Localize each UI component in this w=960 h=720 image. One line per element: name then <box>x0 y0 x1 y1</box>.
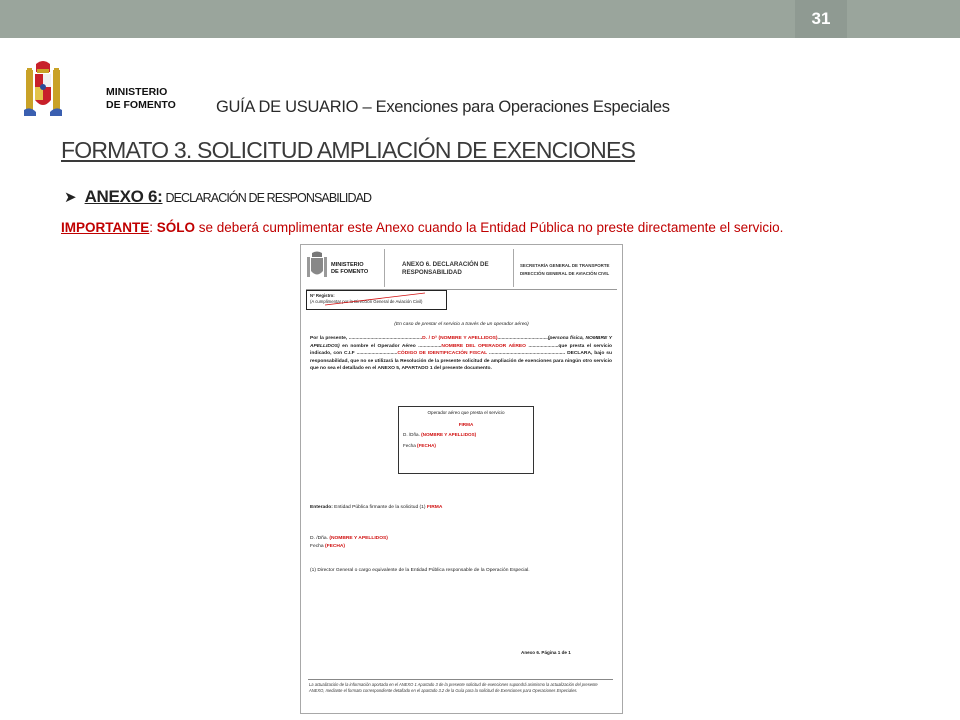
guide-title: GUÍA DE USUARIO – Exenciones para Operaciones Especiales <box>216 98 670 116</box>
box-firma: FIRMA <box>458 421 474 427</box>
entity-signature: D. /Dña. (NOMBRE Y APELLIDOS) Fecha (FECHA) <box>310 536 388 549</box>
annex-heading <box>64 187 371 207</box>
annex-document <box>300 244 623 714</box>
important-label: IMPORTANTE <box>61 220 150 235</box>
page-number: 31 <box>795 0 847 38</box>
footnote: (1) Director General o cargo equivalente de la Entidad Pública responsable de la Operación Especial. <box>310 568 530 573</box>
coat-of-arms-logo <box>24 60 104 124</box>
important-colon: : <box>149 220 157 235</box>
page-label: Anexo 6. Página 1 de 1 <box>521 650 571 655</box>
registry-label: Nº Registro: <box>310 293 335 298</box>
header-divider <box>384 249 385 287</box>
enterado-line: Enterado: Entidad Pública firmante de la solicitud (1) FIRMA <box>310 505 443 510</box>
header-divider <box>513 249 514 287</box>
box-name: D. /Dña. (NOMBRE Y APELLIDOS) <box>403 432 477 438</box>
document-header <box>306 249 617 290</box>
important-text: se deberá cumplimentar este Anexo cuando la Entidad Pública no preste directamente el servicio. <box>195 220 784 235</box>
box-title: Operador aéreo que presta el servicio <box>427 410 505 415</box>
coat-of-arms-small-icon <box>306 251 328 281</box>
important-solo: SÓLO <box>156 220 196 235</box>
annex-subtitle: DECLARACIÓN DE RESPONSABILIDAD <box>165 191 372 205</box>
operator-signature-box <box>398 406 534 474</box>
ministry-name: MINISTERIO DE FOMENTO <box>106 86 176 111</box>
footer-text: La actualización de la información aportada en el ANEXO 1 Apartado 3 de la presente solicitud de exenciones supondrá asimismo la actualización del presente ANEXO, mediante el formato correspondiente detallado en el apartado 3.2 de la Guía para la solicitud de Exenciones para Operaciones Especiales. <box>309 682 598 694</box>
doc-ministry-name: MINISTERIO DE FOMENTO <box>331 262 369 275</box>
operator-note: (En caso de prestar el servicio a través de un operador aéreo) <box>394 322 529 327</box>
declaration-paragraph: Por la presente, ......................................................D. / Dª (NOMBRE Y APELLIDOS).....................................(persona física, NOMBRE Y APELLIDOS) en nombre el Operador Aéreo .................NOMBRE DEL OPERADOR AÉREO ......................que presta el servicio indicado, con C.I.F ..............................CÓDIGO DE IDENTIFICACIÓN FISCAL ........................................................ DECLARA, bajo su responsabilidad, que no se utilizará la Resolución de la presente solicitud de ampliación de exenciones para ningún otro servicio que no sea el detallado en el ANEXO 5, APARTADO 1 del presente documento. <box>310 336 612 372</box>
doc-header-title: ANEXO 6. DECLARACIÓN DE RESPONSABILIDAD <box>402 261 489 276</box>
arrow-bullet-icon: ➤ <box>64 189 77 206</box>
section-title: FORMATO 3. SOLICITUD AMPLIACIÓN DE EXENCIONES <box>61 137 636 163</box>
important-note <box>61 220 783 235</box>
annex-label: ANEXO 6: <box>84 187 163 206</box>
strike-line <box>323 292 427 306</box>
doc-header-department: SECRETARÍA GENERAL DE TRANSPORTE DIRECCIÓN GENERAL DE AVIACIÓN CIVIL <box>520 263 610 276</box>
footer-divider <box>308 679 613 680</box>
box-date: Fecha (FECHA) <box>403 442 436 448</box>
registry-note: (A cumplimentar por la Dirección General de Aviación Civil) <box>310 299 423 304</box>
